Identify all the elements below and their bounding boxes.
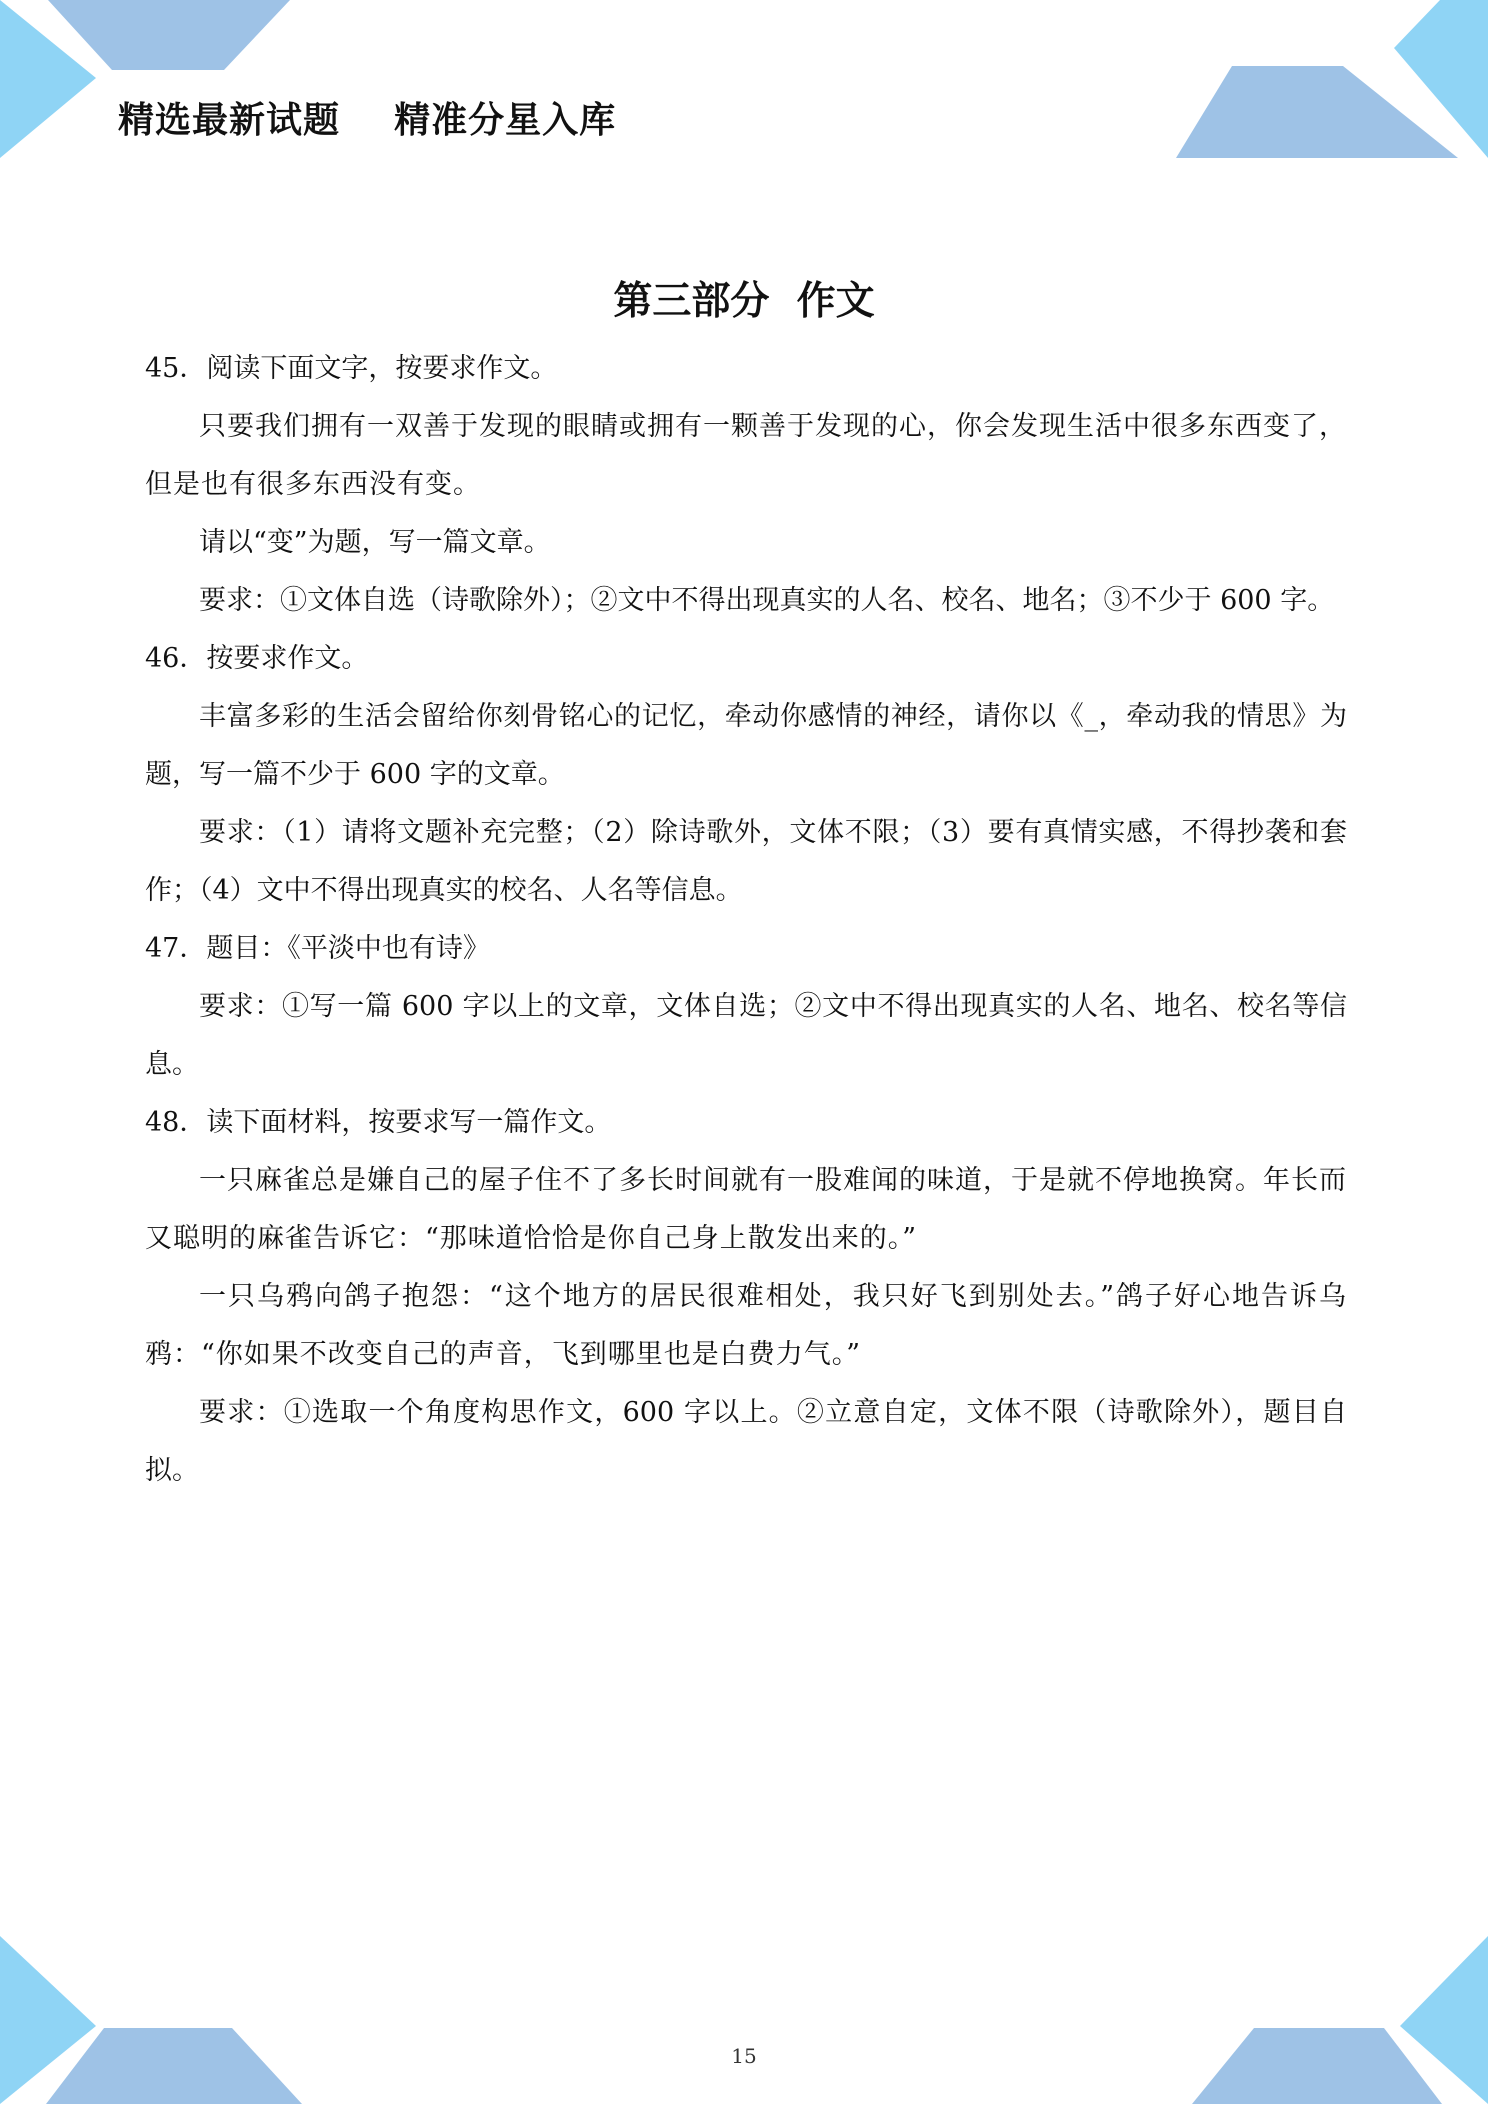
bottom-left-triangle-decoration — [0, 1936, 96, 2104]
header-slogan: 精选最新试题 精准分星入库 — [118, 100, 617, 141]
top-left-triangle-decoration — [0, 0, 96, 158]
essay-questions — [145, 340, 1347, 1500]
question-45-material: 只要我们拥有一双善于发现的眼睛或拥有一颗善于发现的心，你会发现生活中很多东西变了，但是也有很多东西没有变。 — [145, 411, 1347, 500]
section-title: 第三部分 作文 — [613, 279, 875, 324]
question-45-requirements: 要求：①文体自选（诗歌除外）；②文中不得出现真实的人名、校名、地名；③不少于 600 字。 — [199, 585, 1335, 616]
question-47-heading: 47．题目：《平淡中也有诗》 — [145, 933, 490, 964]
question-48-material-crow: 一只乌鸦向鸽子抱怨：“这个地方的居民很难相处，我只好飞到别处去。”鸽子好心地告诉乌鸦：“你如果不改变自己的声音，飞到哪里也是白费力气。” — [145, 1281, 1347, 1370]
page-number: 15 — [731, 2044, 757, 2068]
question-48-requirements: 要求：①选取一个角度构思作文，600 字以上。②立意自定，文体不限（诗歌除外），题目自拟。 — [145, 1397, 1347, 1486]
top-right-triangle-decoration — [1394, 0, 1488, 158]
question-46-prompt: 丰富多彩的生活会留给你刻骨铭心的记忆，牵动你感情的神经，请你以《_，牵动我的情思》为题，写一篇不少于 600 字的文章。 — [145, 701, 1347, 790]
question-47-requirements: 要求：①写一篇 600 字以上的文章，文体自选；②文中不得出现真实的人名、地名、校名等信息。 — [145, 991, 1347, 1080]
question-46-heading: 46．按要求作文。 — [145, 643, 369, 674]
top-right-trapezoid-decoration — [1176, 66, 1458, 158]
bottom-right-triangle-decoration — [1400, 1936, 1488, 2104]
question-48-heading: 48．读下面材料，按要求写一篇作文。 — [145, 1107, 612, 1138]
question-45-prompt: 请以“变”为题，写一篇文章。 — [199, 527, 551, 558]
question-46-requirements: 要求：（1）请将文题补充完整；（2）除诗歌外，文体不限；（3）要有真情实感，不得抄袭和套作；（4）文中不得出现真实的校名、人名等信息。 — [145, 817, 1347, 906]
question-48-material-sparrow: 一只麻雀总是嫌自己的屋子住不了多长时间就有一股难闻的味道，于是就不停地换窝。年长而又聪明的麻雀告诉它：“那味道恰恰是你自己身上散发出来的。” — [145, 1165, 1347, 1254]
question-45-heading: 45．阅读下面文字，按要求作文。 — [145, 353, 558, 384]
top-left-trapezoid-decoration — [48, 0, 290, 70]
